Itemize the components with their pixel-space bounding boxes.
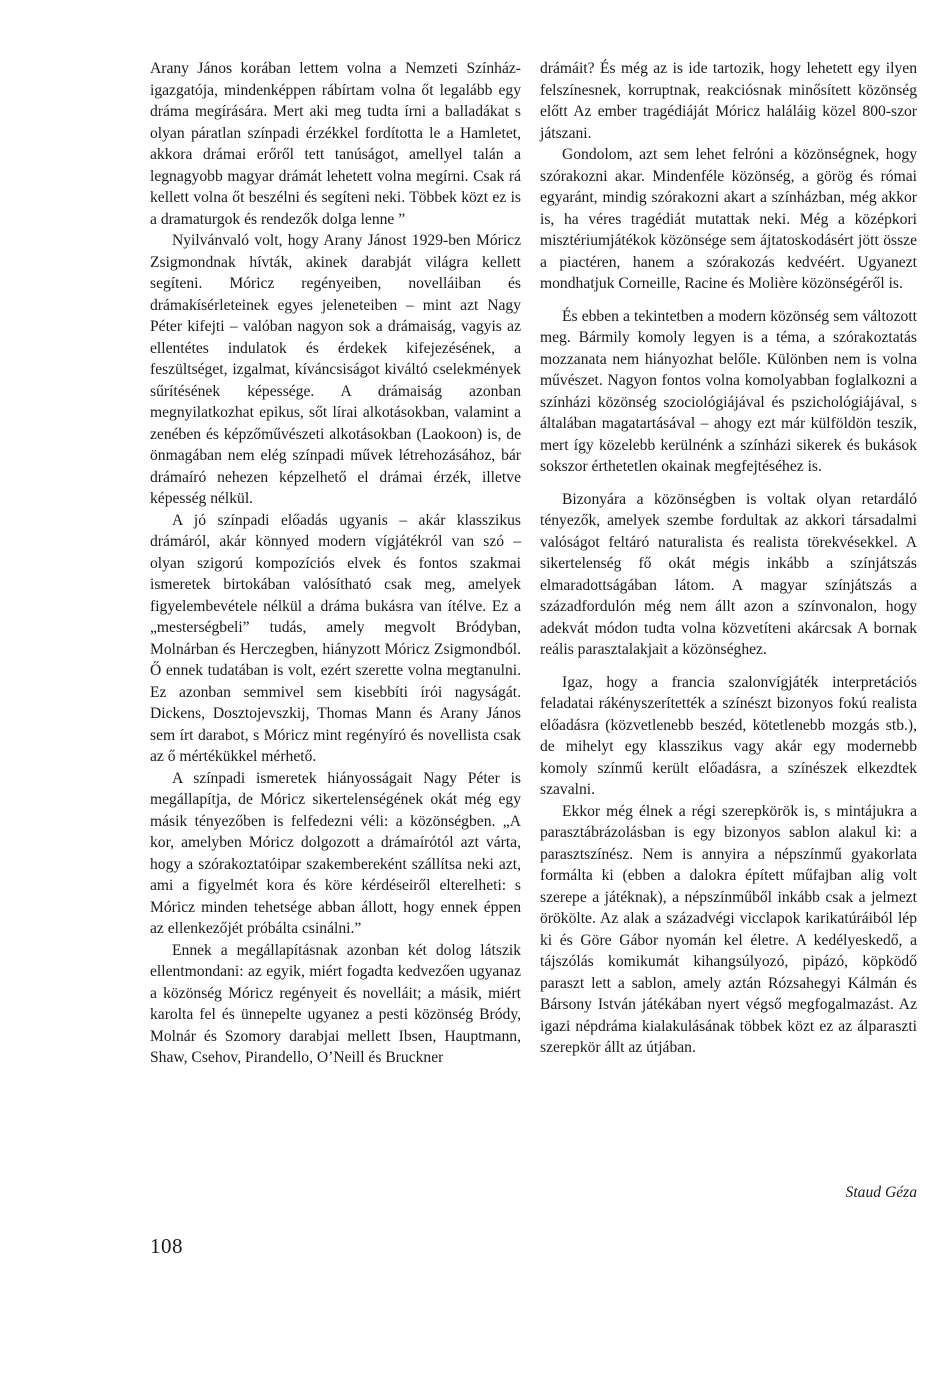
paragraph: drámáit? És még az is ide tartozik, hogy lehetett egy ilyen felszínesnek, korruptnak, reakciósnak minősített közönség előtt Az ember tragédiáját Móricz haláláig közel 800-szor játszani.: [540, 60, 917, 142]
paragraph: A jó színpadi előadás ugyanis – akár klasszikus drámáról, akár könnyed modern vígjátékról van szó – olyan szigorú kompozíciós elvek és fontos szakmai ismeretek birtokában valósítható csak meg, amelyek figyelembevétele nélkül a dráma bukásra van ítélve. Ez a „mesterségbeli” tudás, amely megvolt Bródyban, Molnárban és Herczegben, hiányzott Móricz Zsigmondból. Ő ennek tudatában is volt, ezért szerette volna megtanulni. Ez azonban semmivel sem kisebbíti írói nagyságát. Dickens, Dosztojevszkij, Thomas Mann és Arany János sem írt darabot, s Móricz mint regényíró és novellista csak az ő mértékükkel mérhető.: [150, 511, 521, 765]
left-column: [150, 58, 521, 1069]
paragraph: És ebben a tekintetben a modern közönség sem változott meg. Bármily komoly legyen is a téma, a szórakoztatás mozzanata nem hiányozhat belőle. Különben nem is volna művészet. Nagyon fontos volna komolyabban foglalkozni a színházi közönség szociológiájával és pszichológiájával, s általában magatartásával – ahogy ezt már külföldön teszik, mert így közelebb kerülnénk a színházi sikerek és bukások sokszor érthetetlen okainak megfejtéséhez is.: [540, 307, 917, 475]
author-signature: Staud Géza: [845, 1184, 917, 1201]
page-number: 108: [150, 1234, 183, 1258]
paragraph: Bizonyára a közönségben is voltak olyan retardáló tényezők, amelyek szembe fordultak az akkori társadalmi valóságot feltáró naturalista és realista törekvésekkel. A sikertelenség fő okát mégis inkább a színjátszás elmaradottságában látom. A magyar színjátszás a századfordulón még nem állt azon a színvonalon, hogy adekvát módon tudta volna közvetíteni akárcsak A bornak reális parasztalakjait a közönséghez.: [540, 490, 917, 658]
paragraph: Ennek a megállapításnak azonban két dolog látszik ellentmondani: az egyik, miért fogadta kedvezően ugyanaz a közönség Móricz regényeit és novelláit; a másik, miért karolta fel és ünnepelte ugyanez a pesti közönség Bródy, Molnár és Szomory darabjai mellett Ibsen, Hauptmann, Shaw, Csehov, Pirandello, O’Neill és Bruckner: [150, 941, 521, 1066]
paragraph: Arany János korában lettem volna a Nemzeti Színház-igazgatója, mindenképpen rábírtam volna őt legalább egy dráma megírására. Mert aki meg tudta írni a balladákat s olyan páratlan színpadi érzékkel fordította le a Hamletet, akkora drámai erőről tett tanúságot, amellyel talán a legnagyobb magyar drámát lehetett volna megírni. Csak rá kellett volna őt beszélni és segíteni neki. Többek közt ez is a dramaturgok és rendezők dolga lenne ”: [150, 60, 521, 228]
paragraph: Ekkor még élnek a régi szerepkörök is, s mintájukra a parasztábrázolásban is egy bizonyos sablon alakul ki: a parasztszínész. Nem is annyira a népszínmű gyakorlata formálta ki (ebben a dalokra épített műfajban alig volt szerepe a játéknak), a népszínműből inkább csak a jelmezt örökölte. Az alak a századvégi vicclapok karikatúráiból lép ki és Göre Gábor nyomán kel életre. A kedélyeskedő, a tájszólás komikumát kihangsúlyozó, pipázó, köpködő paraszt lett a sablon, amely aztán Rózsahegyi Kálmán és Bársony István játékában nyert végső megfogalmazást. Az igazi népdráma kialakulásának többek közt ez az álparaszti szerepkör állt az útjában.: [540, 802, 917, 1056]
paragraph: A színpadi ismeretek hiányosságait Nagy Péter is megállapítja, de Móricz sikertelenségének okát még egy másik tényezőben is felfedezni véli: a közönségben. „A kor, amelyben Móricz dolgozott a drámaírótól azt várta, hogy a szórakoztatóipar szakembereként szállítsa neki azt, ami a figyelmét kora és köre kérdéseiről elterelheti: s Móricz minden tehetsége abban állott, hogy ennek éppen az ellenkezőjét próbálta csinálni.”: [150, 769, 521, 937]
paragraph: Igaz, hogy a francia szalonvígjáték interpretációs feladatai rákényszerítették a színészt bizonyos fokú realista előadásra (közvetlenebb beszéd, kötetlenebb mozgás stb.), de mihelyt egy klasszikus vagy akár egy modernebb komoly színmű került előadásra, a színészek elkezdtek szavalni.: [540, 673, 917, 798]
paragraph: Gondolom, azt sem lehet felróni a közönségnek, hogy szórakozni akar. Mindenféle közönség, a görög és római egyaránt, mindig szórakozni akart a színházban, még akkor is, ha véres tragédiát mutattak neki. Még a középkori misztériumjátékok közönsége sem ájtatoskodásért jött össze a piactéren, hanem a szórakozás kedvéért. Ugyanezt mondhatjuk Corneille, Racine és Molière közönségéről is.: [540, 146, 917, 292]
right-column: [540, 58, 917, 1059]
paragraph: Nyilvánvaló volt, hogy Arany Jánost 1929-ben Móricz Zsigmondnak hívták, akinek darabját világra kellett segíteni. Móricz regényeiben, novelláiban és drámakísérleteinek egyes jeleneteiben – mint azt Nagy Péter kifejti – valóban nagyon sok a drámaiság, vagyis az ellentétes indulatok és érdekek kifejezésének, a feszültséget, izgalmat, kíváncsiságot kiváltó cselekmények sűrítésének képessége. A drámaiság azonban megnyilatkozhat epikus, sőt lírai alkotásokban, valamint a zenében és képzőművészeti alkotásokban (Laokoon) is, de önmagában nem elég színpadi művek létrehozásához, bár drámaíró nehezen képzelhető el drámai érzék, illetve képesség nélkül.: [150, 232, 521, 507]
